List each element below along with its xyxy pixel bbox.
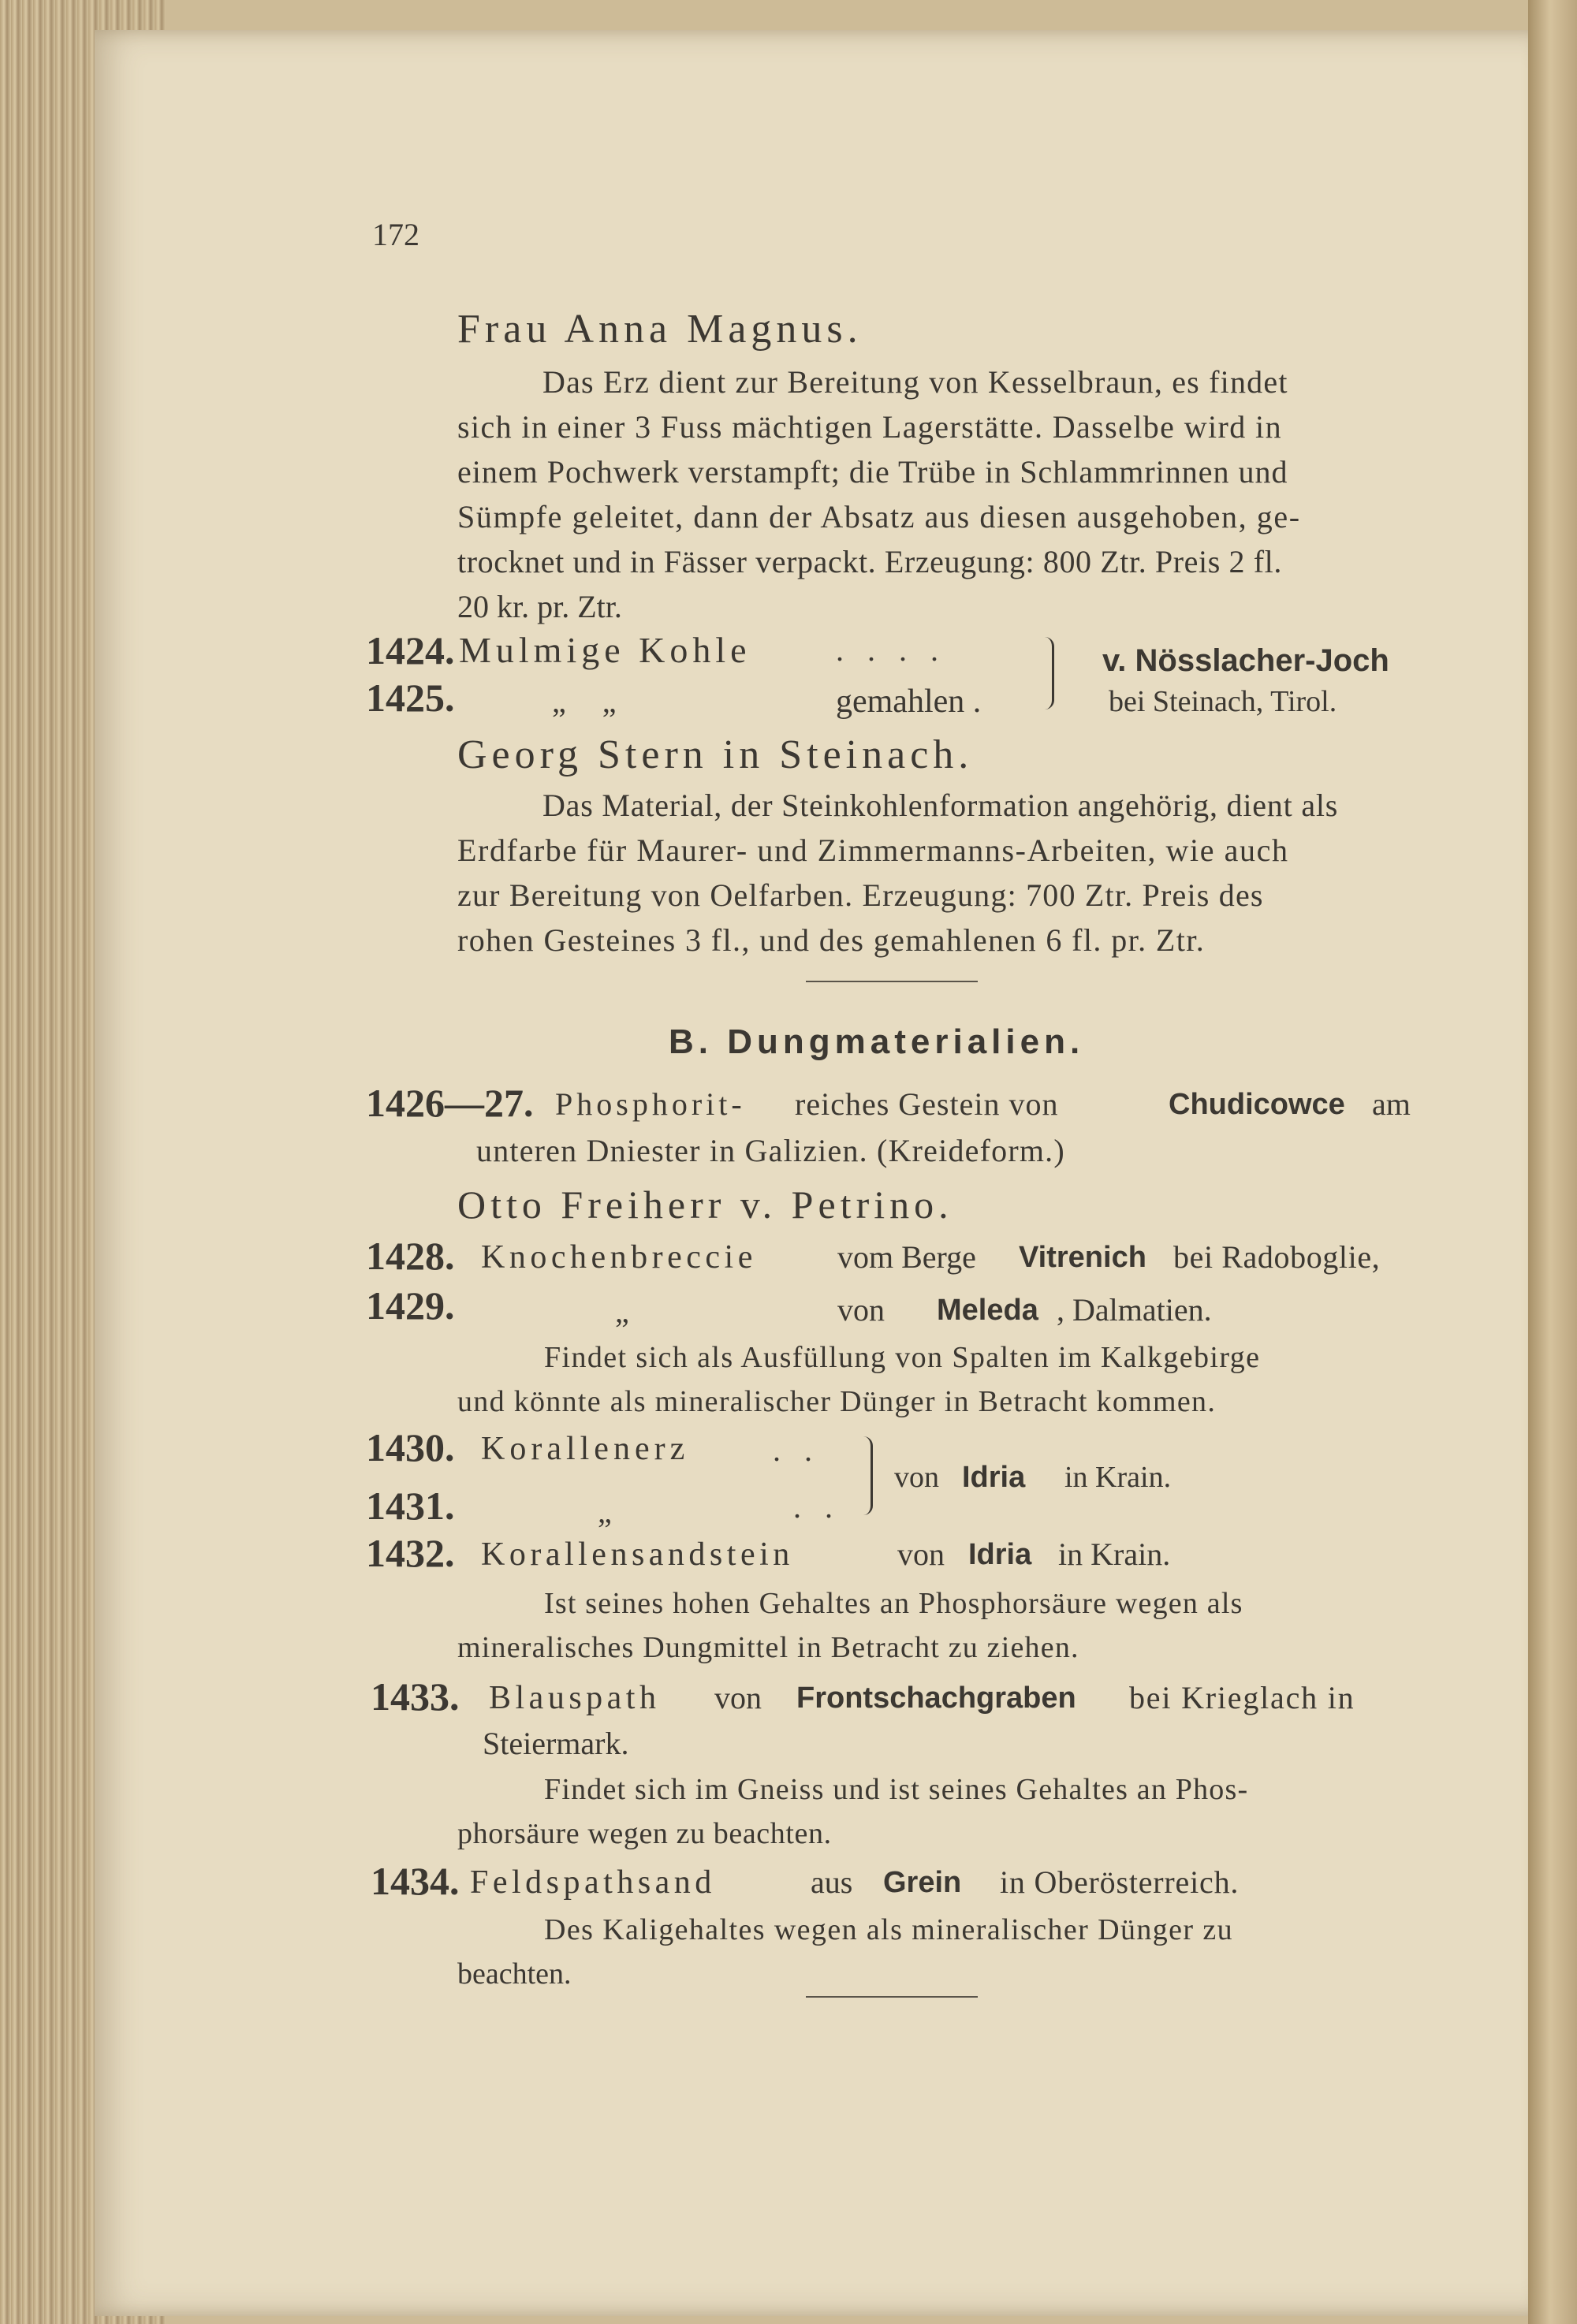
source-place: v. Nösslacher-Joch — [1102, 643, 1389, 678]
section-heading: B. Dungmaterialien. — [669, 1022, 1085, 1061]
note-text-line: beachten. — [457, 1957, 572, 1991]
entry-text-line: Das Erz dient zur Bereitung von Kesselbraun, es findet — [542, 364, 1288, 400]
exhibitor-heading: Frau Anna Magnus. — [457, 307, 863, 352]
item-text: am — [1372, 1086, 1411, 1122]
source-place: bei Steinach, Tirol. — [1109, 685, 1337, 718]
item-text: reiches Gestein von — [795, 1086, 1059, 1122]
item-text: unteren Dniester in Galizien. (Kreideform.) — [476, 1133, 1065, 1168]
locality: Grein — [883, 1866, 962, 1899]
item-number: 1434. — [371, 1859, 460, 1903]
opposite-page-edge — [1528, 0, 1577, 2324]
note-text-line: Ist seines hohen Gehaltes an Phosphorsäure wegen als — [544, 1587, 1243, 1620]
item-number: 1426—27. — [366, 1081, 534, 1125]
exhibitor-heading: Georg Stern in Steinach. — [457, 732, 974, 777]
entry-text-line: Erdfarbe für Maurer- und Zimmermanns-Arbeiten, wie auch — [457, 832, 1289, 868]
item-label: gemahlen . — [836, 683, 982, 720]
ditto-marks: „ — [598, 1494, 612, 1529]
separator-rule — [806, 1996, 978, 1998]
item-label: Mulmige Kohle — [459, 630, 751, 670]
ditto-marks: „ — [615, 1294, 629, 1329]
entry-text-line: Das Material, der Steinkohlenformation angehörig, dient als — [542, 788, 1339, 823]
note-text-line: phorsäure wegen zu beachten. — [457, 1817, 832, 1850]
locality: Idria — [962, 1461, 1026, 1494]
entry-text-line: einem Pochwerk verstampft; die Trübe in Schlammrinnen und — [457, 454, 1288, 490]
entry-text-line: rohen Gesteines 3 fl., und des gemahlenen 6 fl. pr. Ztr. — [457, 922, 1206, 958]
item-number: 1433. — [371, 1674, 460, 1719]
item-label: Feldspathsand — [470, 1864, 716, 1901]
separator-rule — [806, 981, 978, 982]
item-label: Blauspath — [489, 1680, 661, 1716]
locality: Frontschachgraben — [796, 1682, 1076, 1715]
item-number: 1429. — [366, 1283, 455, 1328]
leader-dots: . . — [793, 1489, 841, 1525]
locality: Chudicowce — [1169, 1088, 1345, 1121]
note-text-line: mineralisches Dungmittel in Betracht zu ziehen. — [457, 1631, 1079, 1664]
locality: Vitrenich — [1019, 1241, 1146, 1274]
entry-text-line: trocknet und in Fässer verpackt. Erzeugung: 800 Ztr. Preis 2 fl. — [457, 544, 1282, 579]
ditto-marks: „ „ — [552, 683, 620, 719]
item-text: vom Berge — [837, 1239, 976, 1275]
page-number: 172 — [372, 217, 419, 252]
item-text: in Oberösterreich. — [1000, 1864, 1240, 1900]
source-text: in Krain. — [1064, 1461, 1172, 1494]
item-text: , Dalmatien. — [1057, 1292, 1212, 1328]
item-text: von — [837, 1292, 885, 1328]
item-number: 1432. — [366, 1531, 455, 1575]
brace — [1041, 637, 1054, 709]
exhibitor-heading: Otto Freiherr v. Petrino. — [457, 1182, 953, 1227]
item-number: 1431. — [366, 1484, 455, 1528]
item-text: von — [714, 1680, 762, 1715]
item-text: bei Radoboglie, — [1173, 1239, 1381, 1275]
source-text: von — [894, 1461, 939, 1494]
entry-text-line: Sümpfe geleitet, dann der Absatz aus diesen ausgehoben, ge- — [457, 499, 1301, 534]
item-number: 1428. — [366, 1234, 455, 1278]
entry-text-line: 20 kr. pr. Ztr. — [457, 589, 622, 624]
item-number: 1424. — [366, 628, 455, 672]
entry-text-line: zur Bereitung von Oelfarben. Erzeugung: 700 Ztr. Preis des — [457, 877, 1264, 913]
item-number: 1430. — [366, 1425, 455, 1469]
item-text: aus — [811, 1864, 853, 1900]
item-text: bei Krieglach in — [1129, 1680, 1355, 1715]
item-label: Korallensandstein — [481, 1536, 794, 1573]
item-text: in Krain. — [1058, 1536, 1171, 1572]
note-text-line: und könnte als mineralischer Dünger in Betracht kommen. — [457, 1385, 1217, 1418]
item-number: 1425. — [366, 676, 455, 720]
item-text: Steiermark. — [483, 1726, 629, 1761]
item-label: Korallenerz — [481, 1431, 690, 1467]
leader-dots: . . . . — [836, 632, 946, 668]
note-text-line: Findet sich als Ausfüllung von Spalten im Kalkgebirge — [544, 1341, 1261, 1374]
note-text-line: Findet sich im Gneiss und ist seines Gehaltes an Phos- — [544, 1773, 1249, 1806]
item-label: Phosphorit- — [555, 1086, 746, 1122]
leader-dots: . . — [773, 1432, 820, 1468]
brace — [859, 1436, 873, 1515]
locality: Idria — [968, 1538, 1032, 1571]
entry-text-line: sich in einer 3 Fuss mächtigen Lagerstätte. Dasselbe wird in — [457, 409, 1282, 445]
item-text: von — [897, 1536, 945, 1572]
item-label: Knochenbreccie — [481, 1239, 757, 1276]
locality: Meleda — [937, 1294, 1038, 1327]
note-text-line: Des Kaligehaltes wegen als mineralischer Dünger zu — [544, 1913, 1234, 1946]
